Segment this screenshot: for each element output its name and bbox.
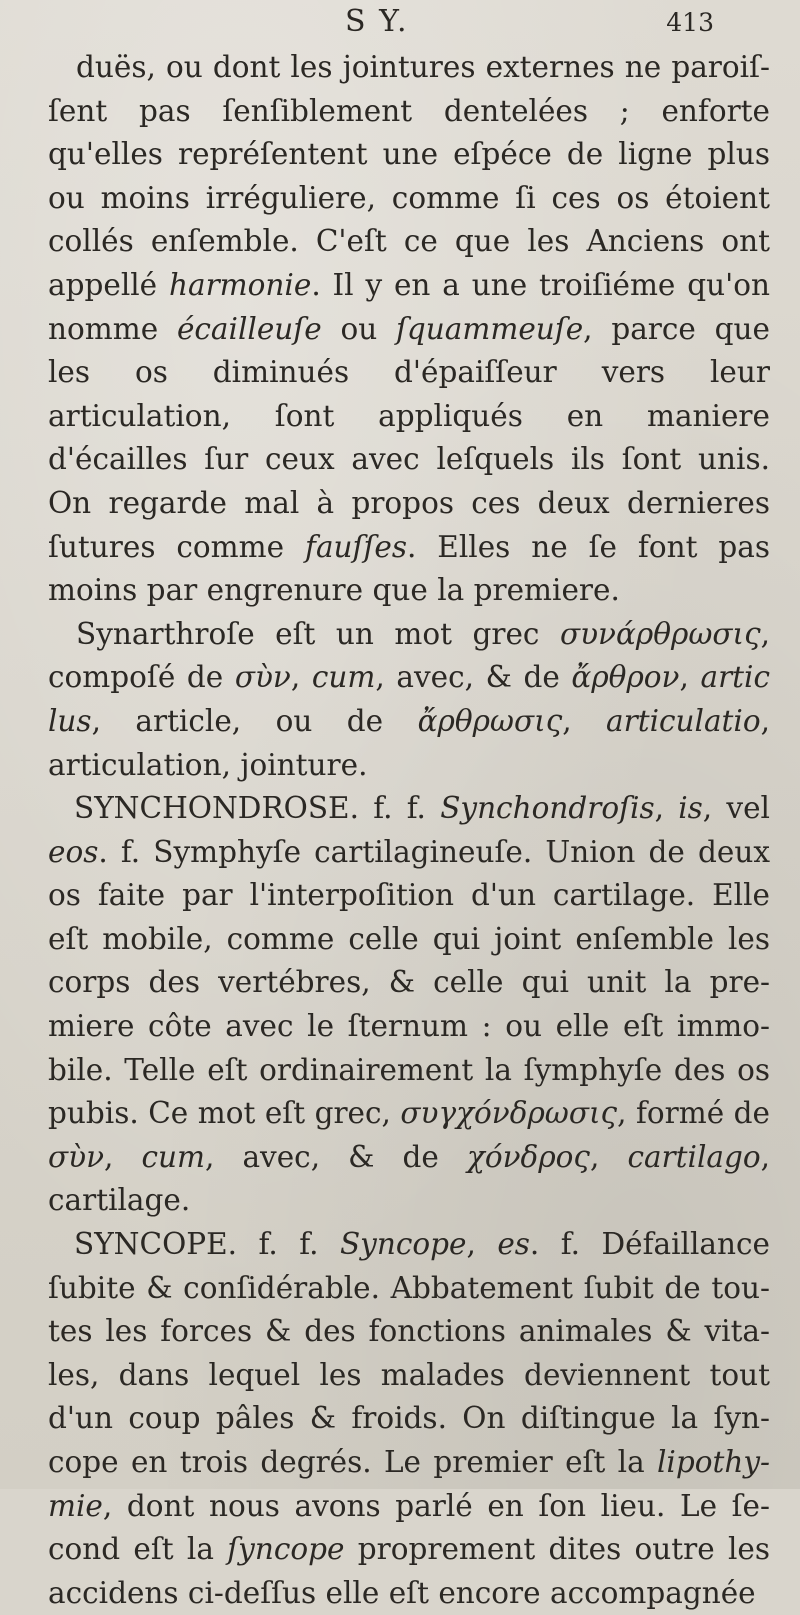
italic-run: cum [141, 1139, 205, 1174]
text-run: , [290, 660, 312, 695]
text-run: duës, ou dont les jointures externes ne paroiſſent pas ſenſiblement dentelées ; enforte qu'elles repréſentent une eſpéce de ligne plus ou moins irréguliere, comme ſi ces os étoient collés enſemble. C'eſt ce que les Anciens ont appellé [48, 50, 770, 302]
italic-run: cum [311, 660, 376, 695]
italic-run: ſquammeuſe [396, 311, 584, 346]
italic-run: ἄρθρωσις [417, 703, 563, 738]
text-run: , [104, 1139, 142, 1174]
text-run: ou [321, 311, 396, 346]
italic-run: harmonie [168, 267, 312, 302]
italic-run: artic lus [48, 660, 770, 738]
text-run: . Elles ne ſe font pas moins par engrenure que la premiere. [48, 529, 770, 608]
italic-run: συγχόνδρωσις [400, 1096, 618, 1131]
body-text [48, 46, 770, 1615]
text-run: , compoſé de [48, 616, 770, 695]
italic-run: is [678, 791, 703, 826]
italic-run: Synchondroſis [440, 791, 655, 826]
italic-run: χόνδρος [466, 1139, 590, 1174]
text-run: , dont nous avons parlé en ſon lieu. Le ſecond eſt la [48, 1488, 770, 1567]
paragraph-synarthrose-etymology [48, 613, 770, 787]
italic-run: σὺν [48, 1139, 105, 1174]
italic-run: articulatio [606, 703, 761, 738]
italic-run: Syncope [339, 1227, 467, 1262]
text-run: SYNCHONDROSE. f. f. [74, 791, 441, 826]
text-run: , [679, 660, 701, 695]
italic-run: écailleuſe [176, 311, 322, 346]
text-run: . f. Défaillance ſubite & conſidérable. Abbatement ſubit de toutes les forces & des fonctions animales & vitales, dans lequel les malades deviennent tout d'un coup pâles & froids. On diſtingue la ſyncope en trois degrés. Le premier eſt la [48, 1227, 770, 1479]
page-number: 413 [666, 8, 714, 37]
italic-run: σὺν [234, 660, 291, 695]
text-run: , [654, 791, 679, 826]
italic-run: es [497, 1227, 530, 1262]
italic-run: συνάρθρωσις [559, 616, 761, 651]
text-run: SYNCOPE. f. f. [74, 1227, 340, 1262]
text-run: Synarthroſe eſt un mot grec [76, 616, 560, 651]
entry-syncope [48, 1223, 770, 1615]
text-run: , vel [702, 791, 770, 826]
text-run: , formé de [617, 1096, 771, 1131]
page-header [0, 4, 800, 44]
text-run: , avec, & de [375, 660, 572, 695]
text-run: , avec, & de [205, 1139, 467, 1174]
italic-run: ἄρθρον [571, 660, 680, 695]
italic-run: ſyncope [227, 1532, 345, 1567]
text-run: , [589, 1139, 628, 1174]
text-run: , parce que les os diminués d'épaiſſeur vers leur articulation, ſont appliqués en maniere d'écailles ſur ceux avec leſquels ils ſont unis. On regarde mal à propos ces deux dernieres ſutures comme [48, 311, 771, 564]
italic-run: eos [48, 834, 99, 869]
text-run: , cartilage. [48, 1139, 770, 1218]
text-run: , articulation, jointure. [48, 703, 770, 782]
text-run: . f. Symphyſe cartilagineuſe. Union de deux os faite par l'interpoſition d'un cartilage. Elle eſt mobile, comme celle qui joint enſemble les corps des vertébres, & celle qui unit la premiere côte avec le ſternum : ou elle eſt immobile. Telle eſt ordinairement la ſymphyſe des os pubis. Ce mot eſt grec, [48, 834, 770, 1131]
text-run: , [562, 703, 607, 738]
italic-run: cartilago [627, 1139, 761, 1174]
text-run: , [466, 1227, 498, 1262]
entry-synchondrose [48, 787, 770, 1223]
paragraph-suture-types [48, 46, 770, 613]
italic-run: lipothymie [48, 1445, 770, 1523]
text-run: . Il y en a une troiſiéme qu'on nomme [48, 267, 770, 346]
text-run: proprement dites outre les accidens ci-deſſus elle eſt encore accompagnée [48, 1532, 770, 1610]
text-run: , article, ou de [91, 703, 418, 738]
italic-run: fauſſes [305, 529, 407, 564]
running-head: S Y. [345, 4, 409, 39]
